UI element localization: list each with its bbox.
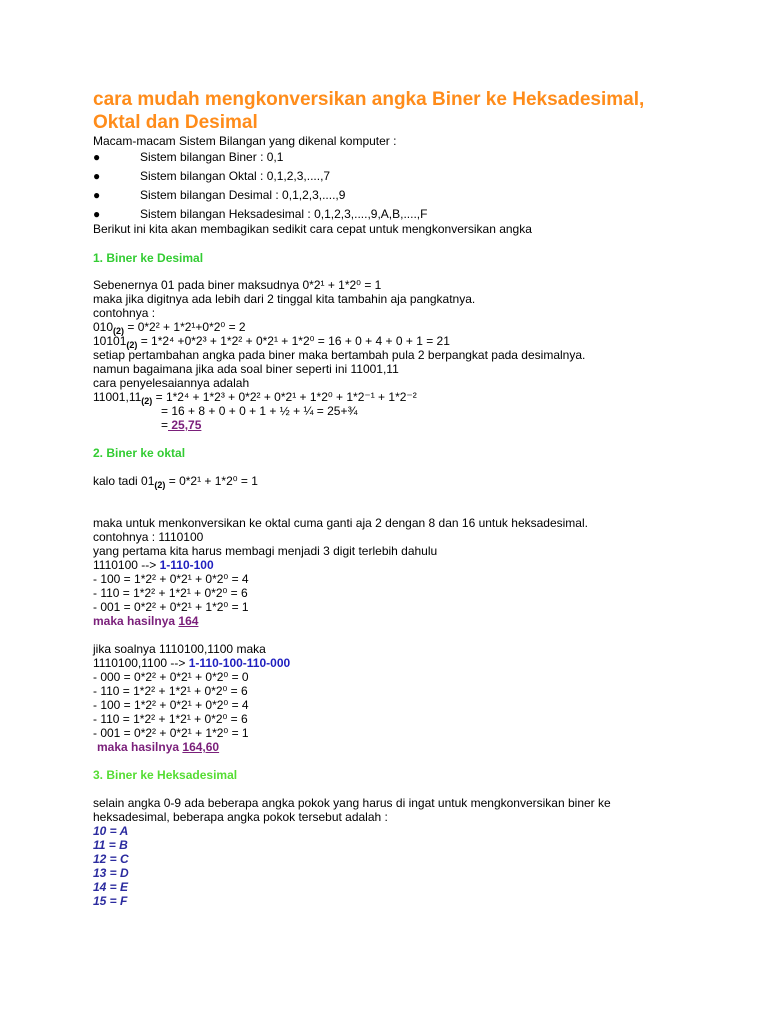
- text-line: - 100 = 1*2² + 0*2¹ + 0*2⁰ = 4: [93, 572, 249, 586]
- article-title: cara mudah mengkonversikan angka Biner ke Heksadesimal, Oktal dan Desimal: [93, 89, 645, 133]
- text-line: heksadesimal, beberapa angka pokok tersebut adalah :: [93, 810, 388, 824]
- text-line: - 000 = 0*2² + 0*2¹ + 0*2⁰ = 0: [93, 670, 249, 684]
- hex-mapping-item: 13 = D: [93, 866, 129, 880]
- hex-mapping-item: 12 = C: [93, 852, 129, 866]
- section-heading-biner-desimal: 1. Biner ke Desimal: [93, 251, 204, 265]
- list-item: ● Sistem bilangan Biner : 0,1: [93, 150, 284, 164]
- hex-mapping-item: 15 = F: [93, 894, 128, 908]
- intro-closing: Berikut ini kita akan membagikan sedikit cara cepat untuk mengkonversikan angka: [93, 222, 532, 236]
- text-line: contohnya :: [93, 306, 156, 320]
- list-item: ● Sistem bilangan Oktal : 0,1,2,3,....,7: [93, 169, 331, 183]
- answer-link[interactable]: 25,75: [168, 418, 202, 432]
- text-line: $10101_{(2)} = 1*2^4 +0*2^3 + 1*2^2 + 0*2^1 + 1*2^0 = 16 + 0 + 4 + 0 + 1 = 21$: [93, 334, 450, 350]
- intro-lead: Macam-macam Sistem Bilangan yang dikenal komputer :: [93, 134, 397, 148]
- result-line: maka hasilnya 164,60: [97, 740, 220, 754]
- text-line: cara penyelesaiannya adalah: [93, 376, 250, 390]
- section-biner-heksadesimal: [93, 796, 733, 908]
- intro-section: [93, 134, 733, 148]
- section-heading-biner-heksadesimal: 3. Biner ke Heksadesimal: [93, 768, 238, 782]
- text-line: maka untuk menkonversikan ke oktal cuma ganti aja 2 dengan 8 dan 16 untuk heksadesimal.: [93, 516, 588, 530]
- hex-mapping-item: 11 = B: [93, 838, 128, 852]
- text-line: = 16 + 8 + 0 + 0 + 1 + ½ + ¼ = 25+¾: [161, 404, 358, 418]
- number-system-list: [93, 150, 733, 226]
- text-line: - 001 = 0*2² + 0*2¹ + 1*2⁰ = 1: [93, 726, 249, 740]
- text-line: - 110 = 1*2² + 1*2¹ + 0*2⁰ = 6: [93, 586, 248, 600]
- list-item: ● Sistem bilangan Heksadesimal : 0,1,2,3,....,9,A,B,....,F: [93, 207, 428, 221]
- text-line: kalo tadi $01_{(2)} = 0*2^1 + 1*2^0 = 1$: [93, 474, 258, 490]
- text-line: - 100 = 1*2² + 0*2¹ + 0*2⁰ = 4: [93, 698, 249, 712]
- text-line: namun bagaimana jika ada soal biner seperti ini 11001,11: [93, 362, 399, 376]
- list-item: ● Sistem bilangan Desimal : 0,1,2,3,....,9: [93, 188, 346, 202]
- answer-link[interactable]: 164: [178, 614, 199, 628]
- text-line: contohnya : 1110100: [93, 530, 204, 544]
- bullet-icon: ●: [93, 169, 101, 183]
- section-biner-oktal-example2: [93, 642, 733, 754]
- text-line: selain angka 0-9 ada beberapa angka pokok yang harus di ingat untuk mengkonversikan biner ke: [93, 796, 611, 810]
- text-line: - 110 = 1*2² + 1*2¹ + 0*2⁰ = 6: [93, 712, 248, 726]
- text-line: - 001 = 0*2² + 0*2¹ + 1*2⁰ = 1: [93, 600, 249, 614]
- bullet-icon: ●: [93, 207, 101, 221]
- text-line: - 110 = 1*2² + 1*2¹ + 0*2⁰ = 6: [93, 684, 248, 698]
- text-line: yang pertama kita harus membagi menjadi 3 digit terlebih dahulu: [93, 544, 438, 558]
- section-biner-desimal: [93, 278, 733, 432]
- hex-mapping-item: 10 = A: [93, 824, 129, 838]
- bullet-icon: ●: [93, 188, 101, 202]
- answer-link[interactable]: 164,60: [182, 740, 220, 754]
- text-line: $010_{(2)} = 0*2^2 + 1*2^1+0*2^0 = 2$: [93, 320, 246, 336]
- text-line: Sebenernya 01 pada biner maksudnya 0*2¹ + 1*2⁰ = 1: [93, 278, 382, 292]
- text-line: setiap pertambahan angka pada biner maka bertambah pula 2 berpangkat pada desimalnya.: [93, 348, 586, 362]
- text-line: 1110100,1100 --> 1-110-100-110-000: [93, 656, 291, 670]
- result-line: maka hasilnya 164: [93, 614, 199, 628]
- text-line: maka jika digitnya ada lebih dari 2 tinggal kita tambahin aja pangkatnya.: [93, 292, 476, 306]
- hex-mapping-item: 14 = E: [93, 880, 129, 894]
- section-heading-biner-oktal: 2. Biner ke oktal: [93, 446, 186, 460]
- bullet-icon: ●: [93, 150, 101, 164]
- text-line: 1110100 --> 1-110-100: [93, 558, 214, 572]
- text-line: jika soalnya 1110100,1100 maka: [93, 642, 266, 656]
- section-biner-oktal: [93, 516, 733, 628]
- text-line: $11001,11_{(2)} = 1*2^4 + 1*2^3 + 0*2^2 + 0*2^1 + 1*2^0 + 1*2^{-1} + 1*2^{-2}$: [93, 390, 417, 406]
- answer-line: = 25,75: [161, 418, 202, 432]
